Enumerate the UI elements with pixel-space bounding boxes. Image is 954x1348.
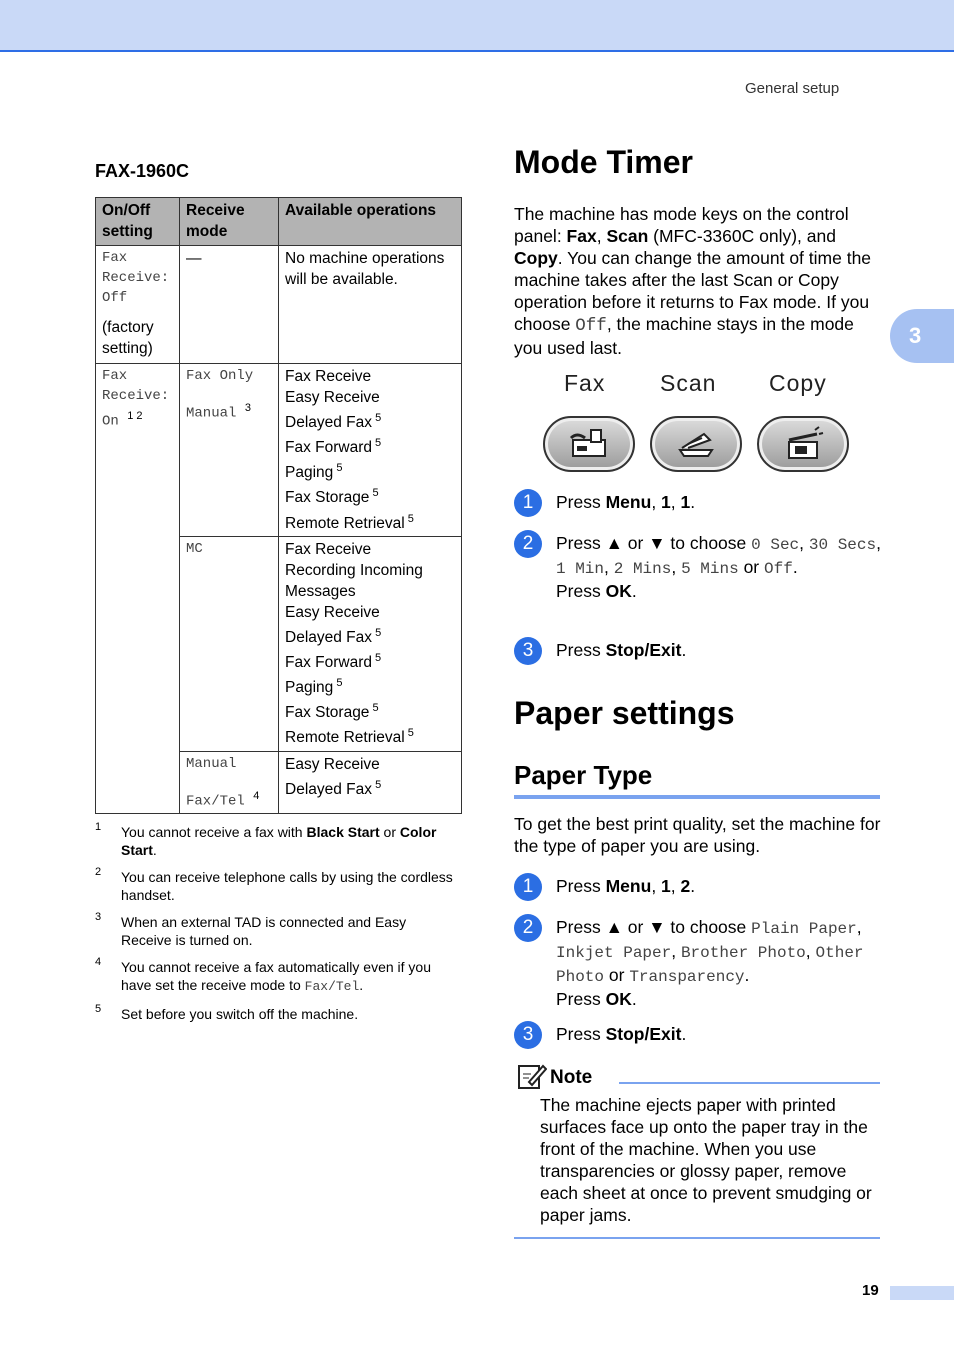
key-name: Stop/Exit bbox=[605, 1024, 682, 1044]
header-band bbox=[0, 0, 954, 52]
note-divider bbox=[619, 1082, 880, 1084]
option-code: 30 Secs bbox=[808, 536, 877, 554]
footnote-ref: 5 bbox=[372, 437, 382, 450]
footnote-text: Set before you switch off the machine. bbox=[121, 1006, 359, 1022]
step-text: Press ▲ or ▼ to choose bbox=[556, 533, 752, 553]
step-text: or bbox=[604, 965, 630, 985]
operation-item bbox=[285, 539, 455, 560]
footnote-ref: 5 bbox=[369, 487, 379, 500]
key-name: Stop/Exit bbox=[605, 640, 682, 660]
scan-key bbox=[650, 416, 742, 472]
footnote-ref: 5 bbox=[372, 412, 382, 424]
step-text: . bbox=[690, 492, 696, 512]
operation-item bbox=[285, 509, 455, 534]
body-text: , the machine stays in the mode you used last. bbox=[514, 314, 854, 358]
step-number: 1 bbox=[514, 873, 542, 901]
setting-text: Receive: bbox=[102, 388, 170, 404]
option-code: 2 Mins bbox=[613, 560, 672, 578]
step-text: . bbox=[681, 1024, 687, 1044]
running-head: General setup bbox=[745, 80, 840, 97]
paper-type-heading: Paper Type bbox=[514, 760, 880, 799]
operation-text: Remote Retrieval bbox=[285, 729, 405, 747]
mode-timer-step-1 bbox=[514, 489, 884, 513]
option-code: Inkjet Paper bbox=[556, 944, 672, 962]
step-number: 1 bbox=[514, 489, 542, 517]
operations-cell bbox=[279, 246, 462, 364]
mode-text: Manual bbox=[186, 405, 237, 422]
operation-item bbox=[285, 433, 455, 458]
footnote-text: You cannot receive a fax with bbox=[121, 824, 307, 840]
option-code: Transparency bbox=[629, 968, 745, 986]
option-code: 5 Mins bbox=[681, 560, 739, 578]
footnote bbox=[95, 1005, 460, 1023]
step-text: . bbox=[631, 989, 637, 1009]
option-code: Off bbox=[764, 560, 793, 578]
footnote-ref: 4 bbox=[253, 789, 260, 802]
scanner-icon bbox=[674, 426, 718, 462]
setting-text: Off bbox=[102, 290, 128, 306]
copier-icon bbox=[781, 426, 825, 462]
key-name: 1 bbox=[661, 492, 671, 512]
footnote bbox=[95, 913, 460, 949]
operation-item bbox=[285, 602, 455, 623]
mode-timer-heading: Mode Timer bbox=[514, 144, 693, 180]
option-code: 0 Sec bbox=[751, 536, 800, 554]
operation-text: Easy Receive bbox=[285, 389, 380, 406]
operation-text: Easy Receive bbox=[285, 755, 380, 773]
col-header-mode: Receive mode bbox=[180, 198, 279, 246]
footnote-code: Fax/Tel bbox=[304, 979, 360, 994]
operation-text: Remote Retrieval bbox=[285, 514, 405, 532]
footnote-ref: 5 bbox=[333, 462, 343, 475]
footnotes bbox=[95, 823, 460, 1032]
step-number: 2 bbox=[514, 914, 542, 942]
footnote-text: . bbox=[152, 842, 157, 858]
operation-text: Fax Receive bbox=[285, 540, 372, 558]
receive-mode-table bbox=[95, 197, 462, 814]
step-text: . bbox=[690, 876, 696, 896]
footnote bbox=[95, 958, 460, 996]
operation-text: Recording Incoming Messages bbox=[285, 561, 423, 600]
body-text: . You can change the amount of time the machine takes after the last Scan or Copy operation before it returns to Fax mode. If you choose bbox=[514, 248, 872, 334]
operations-cell bbox=[279, 536, 462, 751]
mode-text: Manual bbox=[186, 755, 237, 772]
operation-text: Easy Receive bbox=[285, 603, 380, 621]
step-text: Press bbox=[556, 876, 606, 896]
operation-item bbox=[285, 673, 455, 698]
mode-cell bbox=[180, 246, 279, 364]
footnote-text: When an external TAD is connected and Easy Receive is turned on. bbox=[121, 914, 407, 948]
operation-item bbox=[285, 483, 455, 508]
fax-key bbox=[543, 416, 635, 472]
footnote-text: You cannot receive a fax automatically even if you have set the receive mode to bbox=[121, 959, 432, 993]
setting-cell bbox=[96, 364, 180, 814]
key-name: OK bbox=[605, 989, 632, 1009]
operation-text: Fax Receive bbox=[285, 368, 372, 385]
footnote-ref: 5 bbox=[372, 651, 382, 664]
operation-text: Fax Forward bbox=[285, 439, 372, 457]
footnote bbox=[95, 868, 460, 904]
key-name: 1 bbox=[661, 876, 671, 896]
operation-text: Fax Storage bbox=[285, 704, 370, 722]
operation-item bbox=[285, 775, 455, 800]
footnote-text: or bbox=[379, 824, 400, 840]
mode-timer-step-3 bbox=[514, 637, 884, 661]
mode-cell bbox=[180, 364, 279, 537]
operation-item bbox=[285, 754, 455, 775]
footnote-text: You can receive telephone calls by using the cordless handset. bbox=[121, 869, 453, 903]
operation-text: Delayed Fax bbox=[285, 780, 373, 798]
setting-cell bbox=[96, 246, 180, 364]
step-text: Press bbox=[556, 640, 606, 660]
step-number: 3 bbox=[514, 637, 542, 665]
table-header-row bbox=[96, 198, 462, 246]
step-text: . bbox=[631, 581, 637, 601]
step-text: . bbox=[744, 965, 750, 985]
operation-text: Fax Forward bbox=[285, 654, 372, 672]
operations-cell bbox=[279, 364, 462, 537]
operation-text: Delayed Fax bbox=[285, 414, 373, 432]
step-text: or bbox=[738, 557, 764, 577]
paper-settings-heading: Paper settings bbox=[514, 695, 735, 731]
step-text: , bbox=[856, 917, 862, 937]
operations-cell bbox=[279, 751, 462, 814]
footnote-key: Color Start bbox=[121, 824, 437, 858]
footnote-ref: 5 bbox=[372, 778, 382, 791]
footnote-ref: 5 bbox=[333, 677, 343, 690]
fax-machine-icon bbox=[567, 426, 611, 462]
option-code: Plain Paper bbox=[751, 920, 857, 938]
copy-key bbox=[757, 416, 849, 472]
footnote-ref: 5 bbox=[404, 727, 414, 740]
scan-key-label: Scan bbox=[660, 370, 717, 396]
fax-key-label: Fax bbox=[564, 370, 606, 396]
key-name: Menu bbox=[605, 876, 652, 896]
footnote bbox=[95, 823, 460, 859]
step-text: Press bbox=[556, 581, 606, 601]
chapter-tab: 3 bbox=[890, 309, 954, 363]
key-name: Scan bbox=[606, 226, 649, 246]
footnote-number: 5 bbox=[95, 1003, 102, 1015]
paper-step-2 bbox=[514, 914, 884, 1010]
mode-text: Fax Only bbox=[186, 368, 254, 384]
step-text: , bbox=[876, 533, 881, 553]
option-code: 1 Min bbox=[556, 560, 605, 578]
step-text: , bbox=[670, 876, 681, 896]
setting-text: Receive: bbox=[102, 270, 170, 286]
table-row bbox=[96, 246, 462, 364]
step-text: , bbox=[651, 492, 662, 512]
footnote-number: 3 bbox=[95, 911, 102, 923]
operation-item bbox=[285, 648, 455, 673]
step-text: , bbox=[799, 533, 809, 553]
note-pencil-icon bbox=[517, 1062, 547, 1090]
footnote-ref: 5 bbox=[372, 626, 382, 639]
key-name: 1 bbox=[680, 492, 691, 512]
key-name: Fax bbox=[566, 226, 597, 246]
footnote-ref: 1 2 bbox=[127, 410, 143, 422]
setting-text: On bbox=[102, 413, 119, 430]
mode-cell bbox=[180, 536, 279, 751]
operation-item bbox=[285, 698, 455, 723]
mode-timer-intro bbox=[514, 203, 882, 359]
operation-item bbox=[285, 623, 455, 648]
operation-item bbox=[285, 723, 455, 748]
step-text: , bbox=[671, 557, 682, 577]
paper-step-1 bbox=[514, 873, 884, 897]
operation-text: Paging bbox=[285, 464, 334, 482]
operations-text: No machine operations will be available. bbox=[285, 250, 445, 288]
copy-key-label: Copy bbox=[769, 370, 827, 396]
mode-text: — bbox=[186, 250, 202, 267]
note-bottom-divider bbox=[514, 1237, 880, 1239]
col-header-setting: On/Off setting bbox=[96, 198, 180, 246]
mode-text: MC bbox=[186, 540, 203, 557]
setting-text: Fax bbox=[102, 250, 128, 266]
operation-text: Delayed Fax bbox=[285, 628, 373, 646]
footnote-ref: 3 bbox=[244, 402, 251, 414]
body-text: , bbox=[596, 226, 607, 246]
body-text: (MFC-3360C only), and bbox=[648, 226, 836, 246]
option-code: Brother Photo bbox=[680, 944, 806, 962]
operation-text: Paging bbox=[285, 679, 334, 697]
step-text: . bbox=[792, 557, 798, 577]
footnote-text: . bbox=[359, 977, 364, 993]
key-name: Menu bbox=[605, 492, 652, 512]
factory-setting-note: (factory setting) bbox=[102, 319, 154, 357]
key-name: 2 bbox=[680, 876, 691, 896]
note-text: The machine ejects paper with printed surfaces face up onto the paper tray in the front of the machine. When you use transparencies or glossy paper, remove each sheet at once to prevent smudging or paper jams. bbox=[540, 1095, 872, 1225]
operation-item bbox=[285, 408, 455, 433]
step-text: Press bbox=[556, 989, 606, 1009]
step-text: , bbox=[671, 941, 681, 961]
mode-keys-illustration bbox=[542, 370, 852, 475]
step-text: , bbox=[805, 941, 816, 961]
page-number-bar bbox=[890, 1286, 954, 1300]
paper-step-3 bbox=[514, 1021, 884, 1045]
footnote-number: 1 bbox=[95, 821, 102, 833]
body-text: The machine has mode keys on the control panel: bbox=[514, 204, 849, 246]
step-number: 3 bbox=[514, 1021, 542, 1049]
key-name: Copy bbox=[514, 248, 558, 268]
option-code: Other Photo bbox=[556, 944, 864, 986]
note-label: Note bbox=[550, 1067, 593, 1088]
operation-item bbox=[285, 366, 455, 387]
step-text: . bbox=[681, 640, 687, 660]
mode-timer-step-2 bbox=[514, 530, 884, 602]
operation-item bbox=[285, 387, 455, 408]
footnote-key: Black Start bbox=[306, 824, 380, 840]
operation-text: Fax Storage bbox=[285, 489, 370, 507]
mode-text: Fax/Tel bbox=[186, 793, 245, 810]
footnote-number: 4 bbox=[95, 956, 102, 968]
operation-item bbox=[285, 560, 455, 602]
footnote-ref: 5 bbox=[404, 512, 414, 525]
step-text: Press bbox=[556, 1024, 606, 1044]
step-text: , bbox=[604, 557, 614, 577]
step-text: Press bbox=[556, 492, 606, 512]
step-text: , bbox=[651, 876, 662, 896]
footnote-ref: 5 bbox=[369, 702, 379, 715]
note-header bbox=[517, 1062, 880, 1092]
option-code: Off bbox=[575, 316, 607, 336]
model-heading: FAX-1960C bbox=[95, 161, 190, 181]
key-name: OK bbox=[605, 581, 632, 601]
setting-text: Fax bbox=[102, 368, 128, 384]
page-number: 19 bbox=[862, 1282, 879, 1299]
step-number: 2 bbox=[514, 530, 542, 558]
table-row bbox=[96, 364, 462, 537]
col-header-operations: Available operations bbox=[279, 198, 462, 246]
step-text: , bbox=[670, 492, 681, 512]
footnote-number: 2 bbox=[95, 866, 102, 878]
mode-cell bbox=[180, 751, 279, 814]
step-text: Press ▲ or ▼ to choose bbox=[556, 917, 752, 937]
operation-item bbox=[285, 458, 455, 483]
paper-type-intro: To get the best print quality, set the machine for the type of paper you are using. bbox=[514, 814, 881, 856]
